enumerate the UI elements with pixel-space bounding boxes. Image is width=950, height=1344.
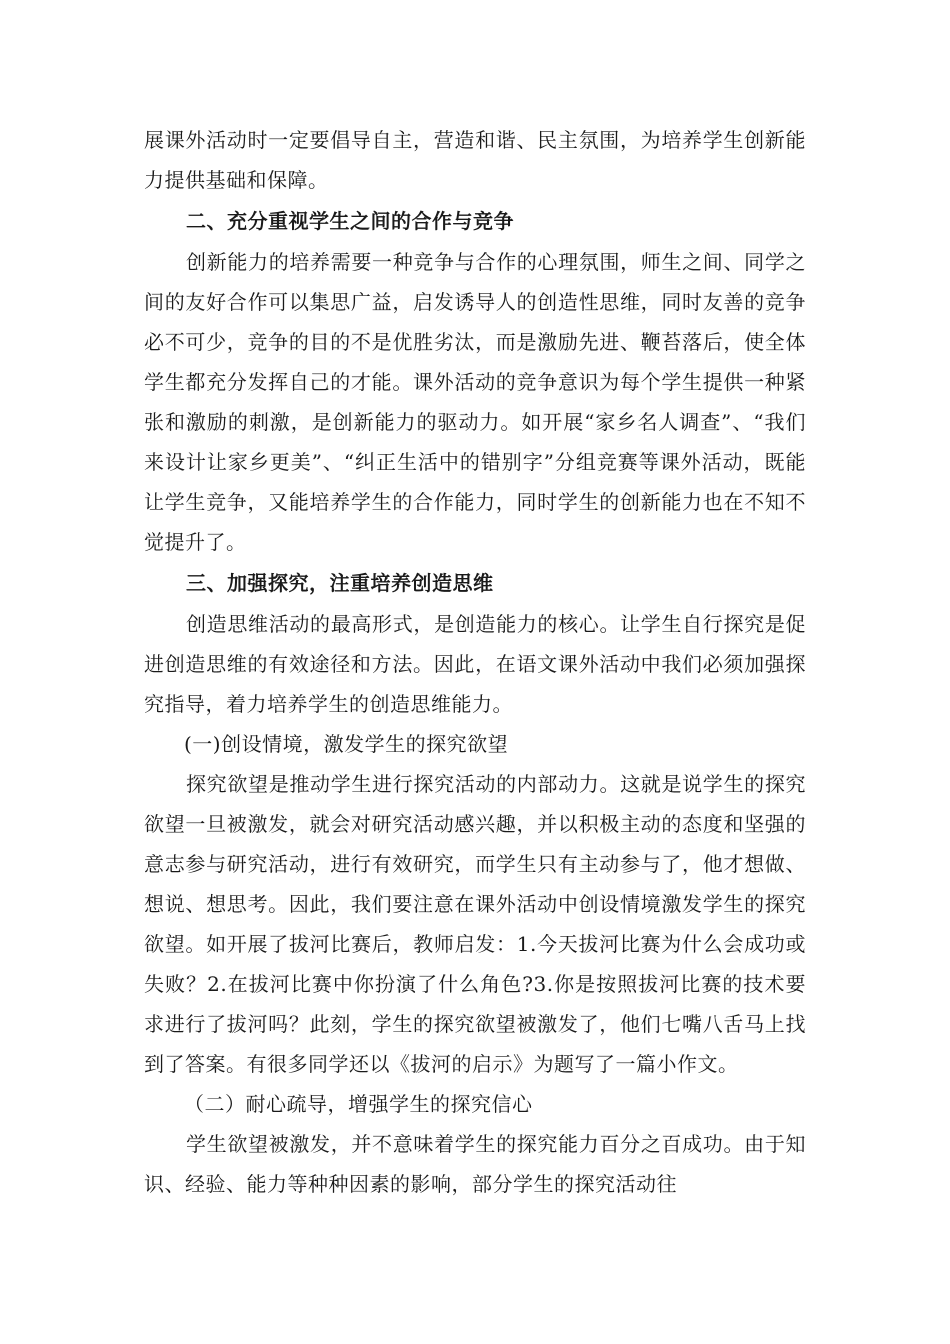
- paragraph-inquiry-desire: 探究欲望是推动学生进行探究活动的内部动力。这就是说学生的探究欲望一旦被激发，就会对研究活动感兴趣，并以积极主动的态度和坚强的意志参与研究活动，进行有效研究，而学生只有主动参与了，他才想做、想说、想思考。因此，我们要注意在课外活动中创设情境激发学生的探究欲望。如开展了拔河比赛后，教师启发：1.今天拔河比赛为什么会成功或失败？2.在拔河比赛中你扮演了什么角色?3.你是按照拔河比赛的技术要求进行了拔河吗？此刻，学生的探究欲望被激发了，他们七嘴八舌马上找到了答案。有很多同学还以《拔河的启示》为题写了一篇小作文。: [144, 772, 806, 1076]
- subheading-1: (一)创设情境，激发学生的探究欲望: [184, 732, 509, 756]
- paragraph-cooperation-competition: 创新能力的培养需要一种竞争与合作的心理氛围，师生之间、同学之间的友好合作可以集思广益，启发诱导人的创造性思维，同时友善的竞争必不可少，竞争的目的不是优胜劣汰，而是激励先进、鞭苔落后，使全体学生都充分发挥自己的才能。课外活动的竞争意识为每个学生提供一种紧张和激励的刺激，是创新能力的驱动力。如开展“家乡名人调查”、“我们来设计让家乡更美”、“纠正生活中的错别字”分组竞赛等课外活动，既能让学生竞争，又能培养学生的合作能力，同时学生的创新能力也在不知不觉提升了。: [144, 250, 806, 554]
- section-heading-3: 三、加强探究，注重培养创造思维: [186, 571, 494, 595]
- subheading-2: （二）耐心疏导，增强学生的探究信心: [184, 1092, 533, 1116]
- document-page: [144, 120, 806, 1204]
- section-heading-2: 二、充分重视学生之间的合作与竞争: [186, 209, 514, 233]
- paragraph-continuation: 展课外活动时一定要倡导自主，营造和谐、民主氛围，为培养学生创新能力提供基础和保障。: [144, 128, 806, 192]
- paragraph-inquiry-confidence: 学生欲望被激发，并不意味着学生的探究能力百分之百成功。由于知识、经验、能力等种种因素的影响，部分学生的探究活动往: [144, 1132, 806, 1196]
- paragraph-creative-thinking: 创造思维活动的最高形式，是创造能力的核心。让学生自行探究是促进创造思维的有效途径和方法。因此，在语文课外活动中我们必须加强探究指导，着力培养学生的创造思维能力。: [144, 612, 806, 716]
